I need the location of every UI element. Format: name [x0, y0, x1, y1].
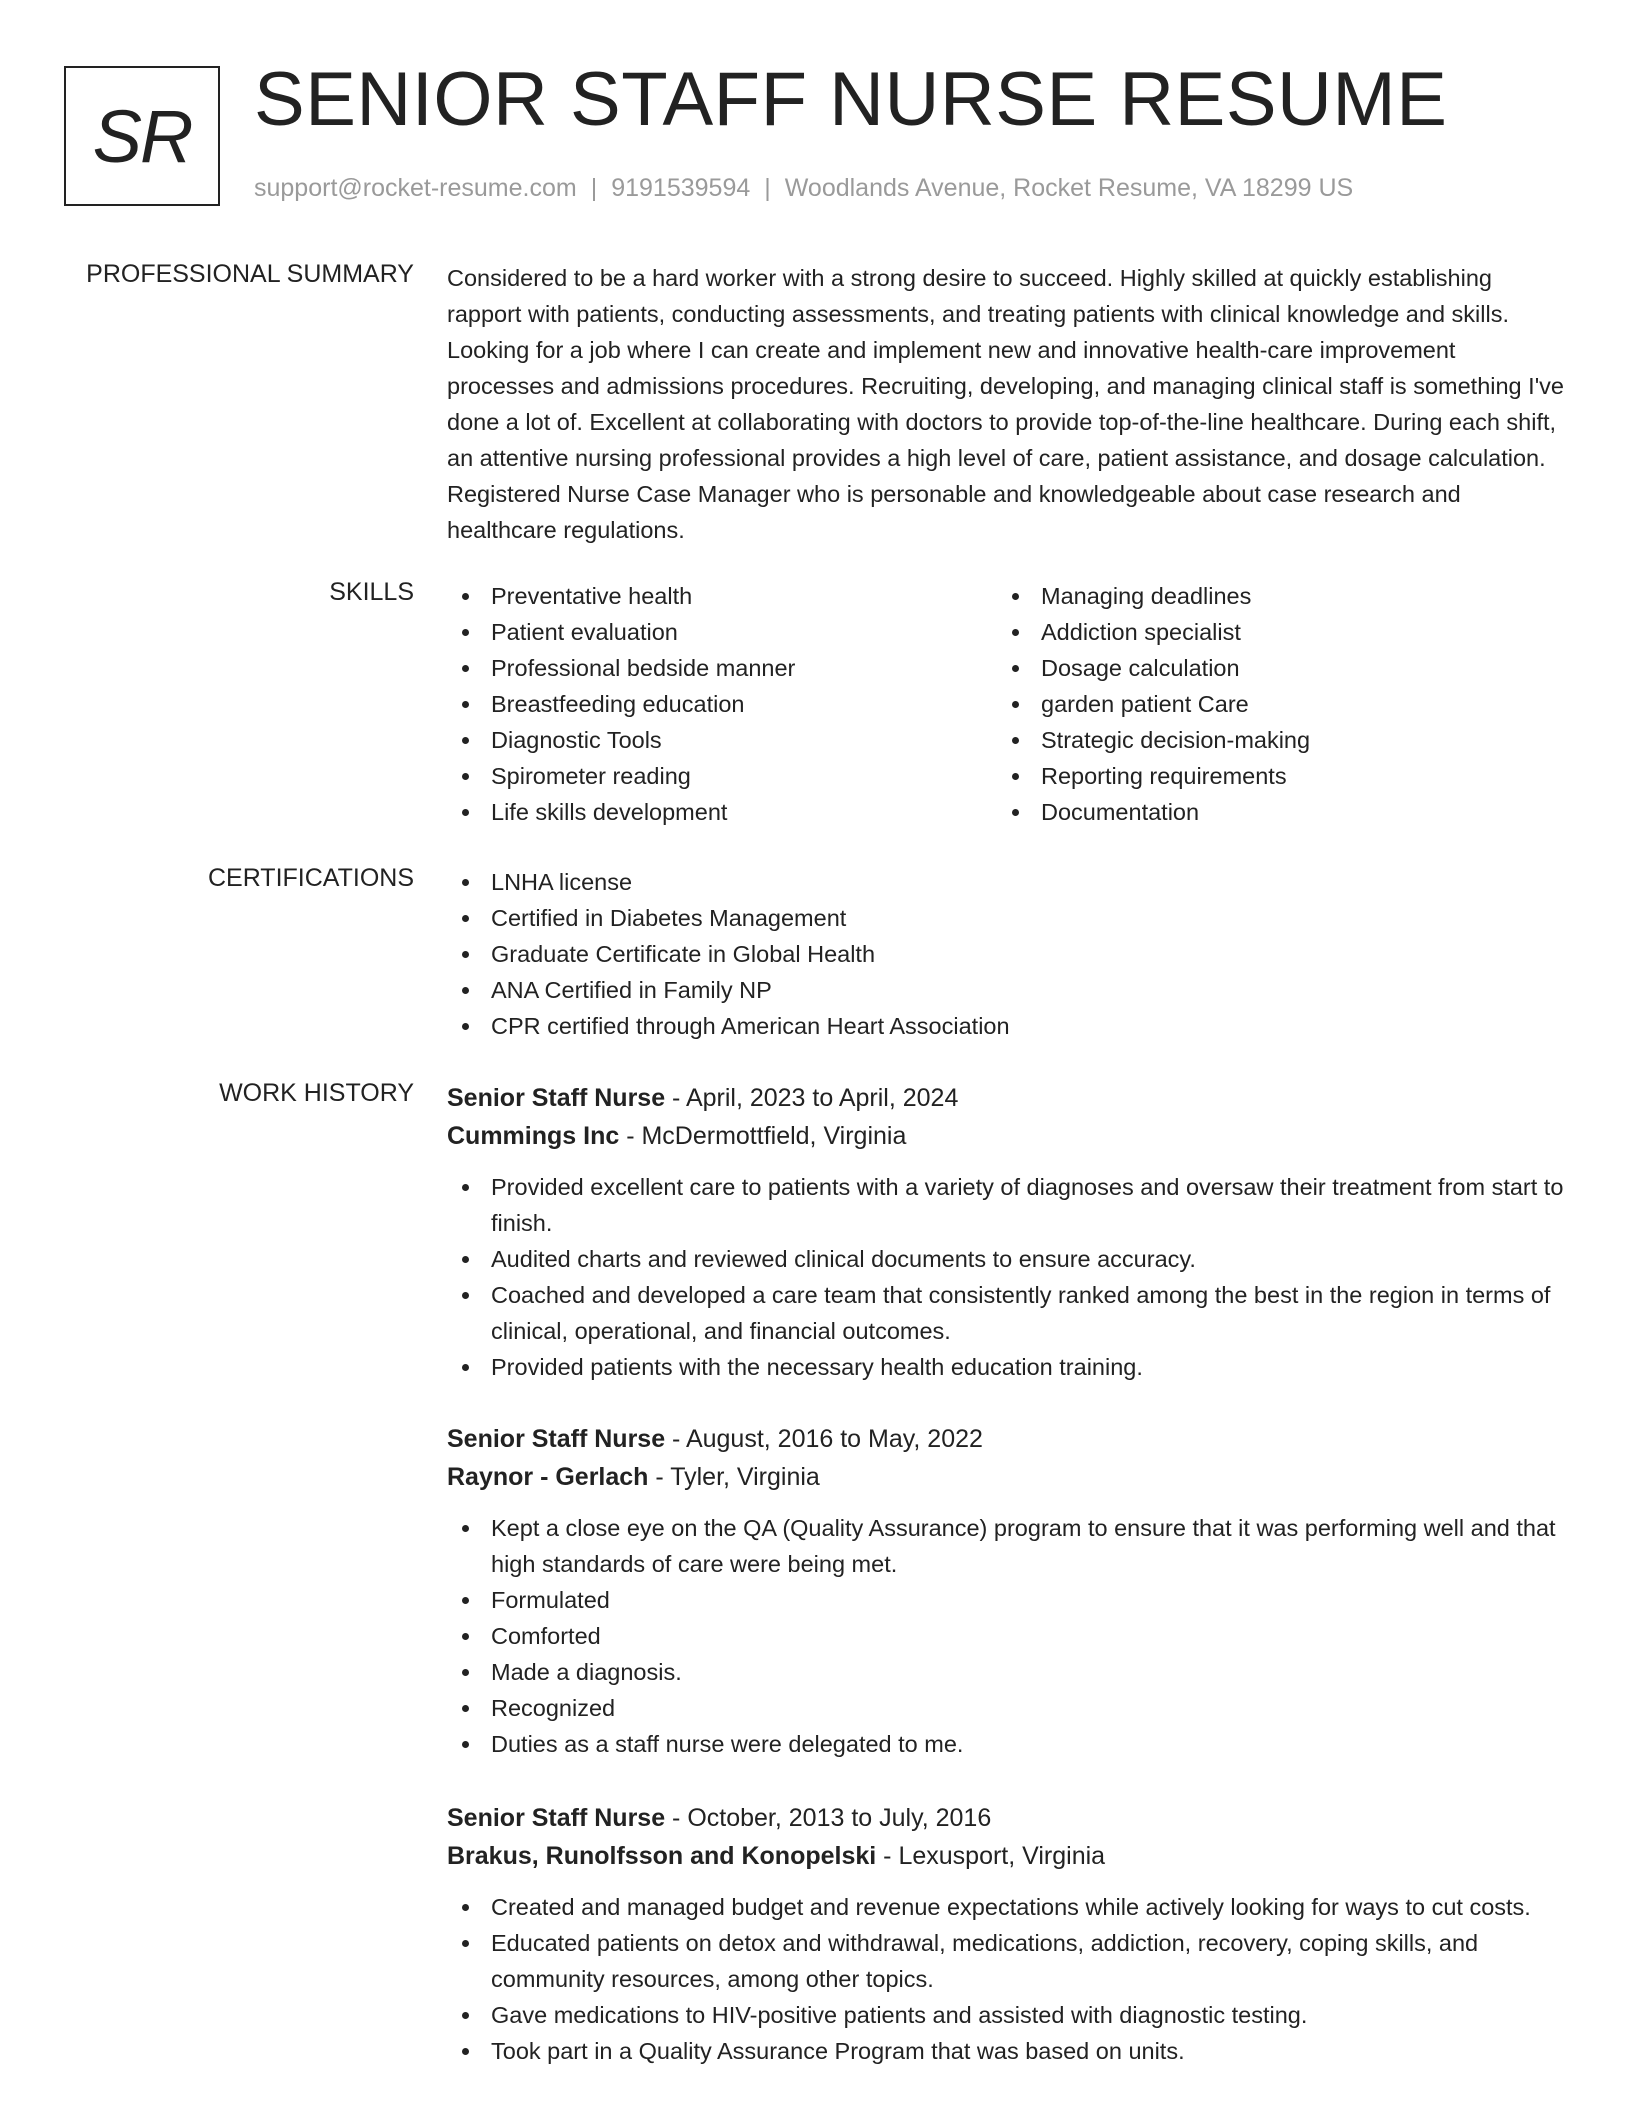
- skill-item: Strategic decision-making: [997, 722, 1310, 758]
- summary-text: Considered to be a hard worker with a strong desire to succeed. Highly skilled at quickly establishing rapport with patients, conducting assessments, and treating patients with clinical knowledge and skills. Looking for a job where I can create and implement new and innovative health-care improvement processes and admissions procedures. Recruiting, developing, and managing clinical staff is something I've done a lot of. Excellent at collaborating with doctors to provide top-of-the-line healthcare. During each shift, an attentive nursing professional provides a high level of care, patient assistance, and dosage calculation. Registered Nurse Case Manager who is personable and knowledgeable about case research and healthcare regulations.: [447, 265, 1564, 543]
- skill-item: Breastfeeding education: [447, 686, 795, 722]
- job-dates: - August, 2016 to May, 2022: [665, 1425, 983, 1453]
- skill-item: Patient evaluation: [447, 614, 795, 650]
- job-duty: Coached and developed a care team that consistently ranked among the best in the region in terms of clinical, operational, and financial outcomes.: [447, 1277, 1567, 1349]
- job-duty: Gave medications to HIV-positive patients and assisted with diagnostic testing.: [447, 1997, 1567, 2033]
- skills-list-right: [997, 578, 1310, 830]
- job-entry: [447, 1799, 1567, 2069]
- job-duties-list: [447, 1889, 1567, 2069]
- certifications-list: [447, 864, 1010, 1044]
- certification-item: Graduate Certificate in Global Health: [447, 936, 1010, 972]
- contact-separator: |: [590, 174, 598, 202]
- job-company-line: [447, 1458, 1567, 1496]
- job-title: Senior Staff Nurse: [447, 1084, 666, 1112]
- monogram-logo: SR: [64, 66, 220, 206]
- skill-item: Managing deadlines: [997, 578, 1310, 614]
- skill-item: Life skills development: [447, 794, 795, 830]
- contact-line: [254, 174, 1353, 203]
- job-duty: Recognized: [447, 1690, 1567, 1726]
- job-company: Brakus, Runolfsson and Konopelski: [447, 1842, 877, 1870]
- job-duty: Kept a close eye on the QA (Quality Assurance) program to ensure that it was performing well and that high standards of care were being met.: [447, 1510, 1567, 1582]
- job-title: Senior Staff Nurse: [447, 1804, 666, 1832]
- job-location: - Lexusport, Virginia: [876, 1842, 1106, 1870]
- work-history-heading: WORK HISTORY: [219, 1079, 414, 1107]
- job-duties-list: [447, 1169, 1567, 1385]
- certifications-heading: CERTIFICATIONS: [207, 864, 414, 892]
- contact-separator: |: [764, 174, 771, 202]
- skill-item: Preventative health: [447, 578, 795, 614]
- contact-address: Woodlands Avenue, Rocket Resume, VA 18299 US: [784, 174, 1354, 202]
- job-entry: [447, 1420, 1567, 1762]
- job-duty: Provided patients with the necessary health education training.: [447, 1349, 1567, 1385]
- skill-item: Documentation: [997, 794, 1310, 830]
- skills-heading: SKILLS: [329, 578, 414, 606]
- skill-item: Professional bedside manner: [447, 650, 795, 686]
- job-company-line: [447, 1837, 1567, 1875]
- job-title-line: [447, 1420, 1567, 1458]
- job-duty: Educated patients on detox and withdrawal, medications, addiction, recovery, coping skills, and community resources, among other topics.: [447, 1925, 1567, 1997]
- job-duty: Provided excellent care to patients with a variety of diagnoses and oversaw their treatment from start to finish.: [447, 1169, 1567, 1241]
- job-dates: - October, 2013 to July, 2016: [665, 1804, 992, 1832]
- job-title: Senior Staff Nurse: [447, 1425, 666, 1453]
- job-duty: Audited charts and reviewed clinical documents to ensure accuracy.: [447, 1241, 1567, 1277]
- skill-item: Diagnostic Tools: [447, 722, 795, 758]
- job-duty: Created and managed budget and revenue expectations while actively looking for ways to cut costs.: [447, 1889, 1567, 1925]
- job-company: Cummings Inc: [447, 1122, 620, 1150]
- contact-phone: 9191539594: [611, 174, 751, 202]
- job-dates: - April, 2023 to April, 2024: [665, 1084, 959, 1112]
- skill-item: Spirometer reading: [447, 758, 795, 794]
- job-location: - McDermottfield, Virginia: [619, 1122, 907, 1150]
- certification-item: LNHA license: [447, 864, 1010, 900]
- resume-title: SENIOR STAFF NURSE RESUME: [254, 57, 1448, 142]
- job-duty: Comforted: [447, 1618, 1567, 1654]
- job-title-line: [447, 1079, 1567, 1117]
- certification-item: Certified in Diabetes Management: [447, 900, 1010, 936]
- job-title-line: [447, 1799, 1567, 1837]
- skill-item: Dosage calculation: [997, 650, 1310, 686]
- certification-item: CPR certified through American Heart Association: [447, 1008, 1010, 1044]
- summary-heading: PROFESSIONAL SUMMARY: [86, 260, 414, 288]
- certification-item: ANA Certified in Family NP: [447, 972, 1010, 1008]
- contact-email: support@rocket-resume.com: [254, 174, 577, 202]
- job-duty: Took part in a Quality Assurance Program that was based on units.: [447, 2033, 1567, 2069]
- job-company-line: [447, 1117, 1567, 1155]
- job-company: Raynor - Gerlach: [447, 1463, 649, 1491]
- skills-list-left: [447, 578, 795, 830]
- job-duty: Made a diagnosis.: [447, 1654, 1567, 1690]
- job-entry: [447, 1079, 1567, 1385]
- job-duties-list: [447, 1510, 1567, 1762]
- job-location: - Tyler, Virginia: [648, 1463, 820, 1491]
- skill-item: Reporting requirements: [997, 758, 1310, 794]
- skill-item: garden patient Care: [997, 686, 1310, 722]
- job-duty: Duties as a staff nurse were delegated to me.: [447, 1726, 1567, 1762]
- skill-item: Addiction specialist: [997, 614, 1310, 650]
- job-duty: Formulated: [447, 1582, 1567, 1618]
